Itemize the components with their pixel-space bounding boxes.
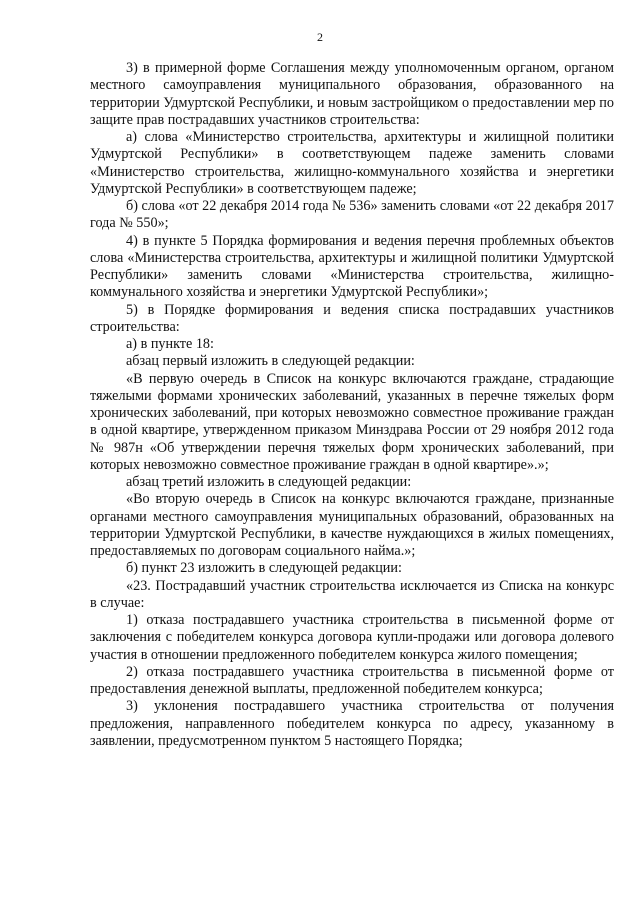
paragraph-23-2-refusal-payment: 2) отказа пострадавшего участника строительства в письменной форме от предоставления денежной выплаты, предложенной победителем конкурса; [90, 663, 614, 697]
paragraph-23-1-refusal-contract: 1) отказа пострадавшего участника строительства в письменной форме от заключения с победителем конкурса договора купли-продажи или договора долевого участия в отношении предложенного победителем конкурса жилого помещения; [90, 612, 614, 663]
paragraph-23-exclusion: «23. Пострадавший участник строительства исключается из Списка на конкурс в случае: [90, 577, 614, 611]
paragraph-3-agreement-form: 3) в примерной форме Соглашения между уполномоченным органом, органом местного самоуправления муниципального образования, образованного на территории Удмуртской Республики, и новым застройщиком о предоставлении мер по защите прав пострадавших участников строительства: [90, 60, 614, 128]
document-body [90, 60, 614, 750]
page-number: 2 [317, 30, 323, 44]
paragraph-third-abzac-intro: абзац третий изложить в следующей редакции: [126, 474, 412, 490]
paragraph-first-queue: «В первую очередь в Список на конкурс включаются граждане, страдающие тяжелыми формами хронических заболеваний, указанных в перечне тяжелых форм хронических заболеваний, при которых невозможно совместное проживание граждан в одной квартире, утвержденном приказом Минздрава России от 29 ноября 2012 года № 987н «Об утверждении перечня тяжелых форм хронических заболеваний, при которых невозможно совместное проживание граждан в одной квартире».»; [90, 370, 614, 473]
paragraph-5-participants-list: 5) в Порядке формирования и ведения списка пострадавших участников строительства: [90, 301, 614, 335]
paragraph-23-3-evasion: 3) уклонения пострадавшего участника строительства от получения предложения, направленного победителем конкурса по адресу, указанному в заявлении, предусмотренном пунктом 5 настоящего Порядка; [90, 698, 614, 749]
paragraph-3b-date-words: б) слова «от 22 декабря 2014 года № 536» заменить словами «от 22 декабря 2017 года № 550»; [90, 198, 614, 232]
paragraph-second-queue: «Во вторую очередь в Список на конкурс включаются граждане, признанные органами местного самоуправления муниципальных образований, образованных на территории Удмуртской Республики, в качестве нуждающихся в жилых помещениях, предоставляемых по договорам социального найма.»; [90, 491, 614, 559]
paragraph-4-problem-objects: 4) в пункте 5 Порядка формирования и ведения перечня проблемных объектов слова «Министерства строительства, архитектуры и жилищной политики Удмуртской Республики» заменить словами «Министерства строительства, жилищно-коммунального хозяйства и энергетики Удмуртской Республики»; [90, 232, 614, 301]
paragraph-first-abzac-intro: абзац первый изложить в следующей редакции: [126, 353, 415, 370]
paragraph-5b-point-23: б) пункт 23 изложить в следующей редакции: [126, 560, 402, 577]
paragraph-3a-ministry-words: а) слова «Министерство строительства, архитектуры и жилищной политики Удмуртской Республики» в соответствующем падеже заменить словами «Министерство строительства, жилищно-коммунального хозяйства и энергетики Удмуртской Республики» в соответствующем падеже; [90, 129, 614, 197]
paragraph-5a-point-18: а) в пункте 18: [126, 336, 214, 352]
